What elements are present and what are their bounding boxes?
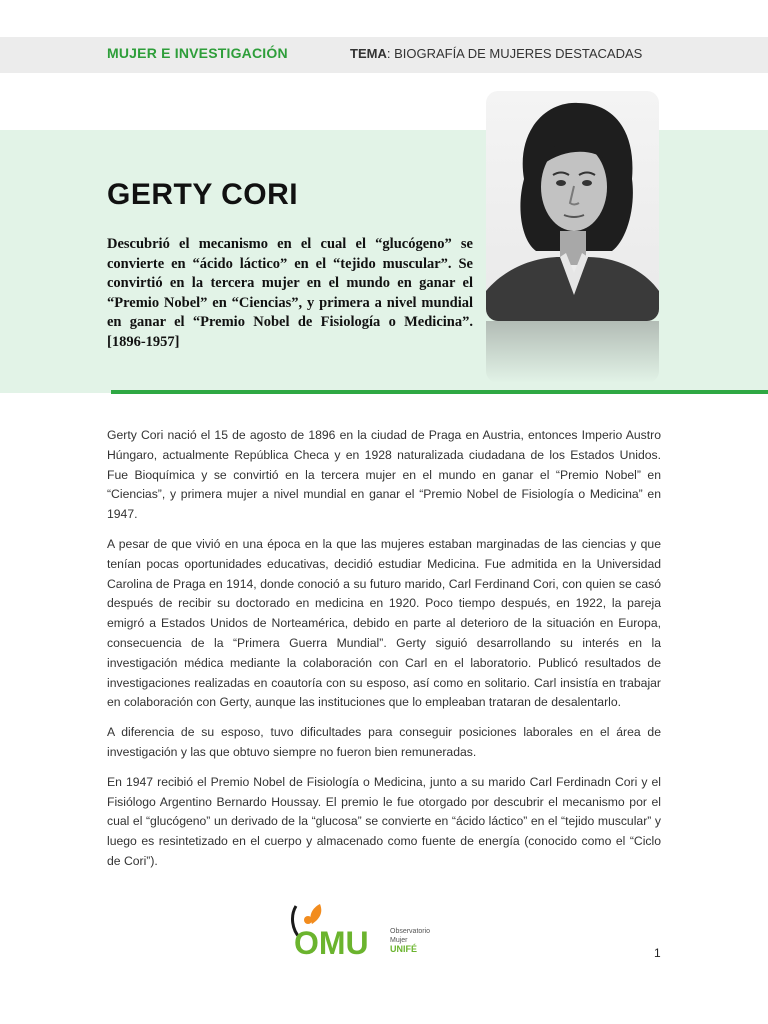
paragraph-4: En 1947 recibió el Premio Nobel de Fisiología o Medicina, junto a su marido Carl Ferdinadn Cori y el Fisiólogo Argentino Bernardo Houssay. El premio le fue otorgado por descubrir el mecanismo por el cual el “glucógeno” un derivado de la “glucosa” se convierte en “ácido láctico” en el “tejido muscular” y luego es resintetizado en el cuerpo y almacenado como fuente de energía (conocido como el “Ciclo de Cori”). [107, 774, 661, 868]
topic-line [350, 46, 642, 61]
article-body [107, 426, 661, 882]
header-bar [0, 37, 768, 73]
hero-summary: Descubrió el mecanismo en el cual el “glucógeno” se convierte en “ácido láctico” en el “tejido muscular”. Se convirtió en la tercera mujer en el mundo en ganar el “Premio Nobel” en “Ciencias”, y primera a nivel mundial en ganar el “Premio Nobel de Fisiología o Medicina”. [1896-1957] [107, 236, 473, 350]
omu-logo [290, 902, 440, 958]
hero-divider [111, 390, 768, 394]
logo-mark: OMU [294, 925, 369, 958]
paragraph-3: A diferencia de su esposo, tuvo dificultades para conseguir posiciones laborales en el área de investigación y las que obtuvo siempre no fueron bien remuneradas. [107, 725, 661, 759]
section-title: MUJER E INVESTIGACIÓN [107, 45, 288, 61]
portrait-illustration [486, 91, 659, 321]
logo-line-3: UNIFÉ [390, 944, 417, 954]
omu-logo-mark [290, 902, 440, 958]
logo-line-2: Mujer [390, 937, 408, 944]
topic-label: TEMA [350, 46, 387, 61]
portrait-reflection [486, 321, 659, 383]
logo-line-1: Observatorio [390, 928, 431, 935]
topic-value: : BIOGRAFÍA DE MUJERES DESTACADAS [386, 46, 643, 61]
paragraph-1: Gerty Cori nació el 15 de agosto de 1896 en la ciudad de Praga en Austria, entonces Imperio Austro Húngaro, actualmente República Checa y en 1928 naturalizada ciudadana de los Estados Unidos. Fue Bioquímica y se convirtió en la tercera mujer en el mundo en ganar el “Premio Nobel” en “Ciencias”, y primera mujer a nivel mundial en ganar el “Premio Nobel de Fisiología o Medicina” en 1947. [107, 428, 661, 522]
portrait-photo [486, 91, 659, 321]
page-number: 1 [654, 946, 661, 960]
paragraph-2: A pesar de que vivió en una época en la que las mujeres estaban marginadas de las ciencias y que tenían pocas oportunidades educativas, decidió estudiar Medicina. Fue admitida en la Universidad Carolina de Praga en 1914, donde conoció a su futuro marido, Carl Ferdinand Cori, con quien se casó después de recibir su doctorado en medicina en 1920. Poco tiempo después, en 1922, la pareja emigró a Estados Unidos de Norteamérica, debido en parte al deterioro de la situación en Europa, consecuencia de la “Primera Guerra Mundial”. Gerty siguió desarrollando su interés en la investigación médica mediante la colaboración con Carl en el laboratorio. Publicó resultados de investigaciones realizadas en coautoría con su esposo, así como en solitario. Carl insistía en trabajar en colaboración con Gerty, aunque las instituciones que lo empleaban trataran de desalentarlo. [107, 536, 661, 710]
page-title: GERTY CORI [107, 178, 299, 211]
